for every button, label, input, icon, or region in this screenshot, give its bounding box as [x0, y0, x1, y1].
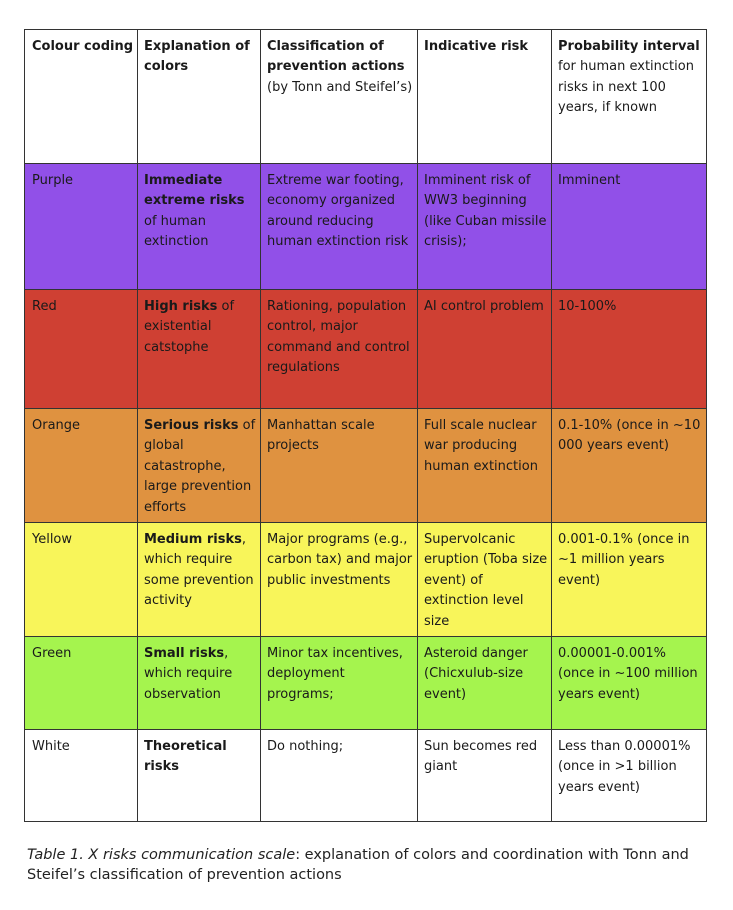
- caption-title: Table 1. X risks communication scale: [27, 847, 296, 863]
- header-note: (by Tonn and Steifel’s): [267, 79, 413, 95]
- risk-description: of human extinction: [144, 213, 209, 250]
- colour-cell: Orange: [25, 409, 138, 523]
- table-row-green: [25, 637, 707, 730]
- classification-cell: Extreme war footing, economy organized around reducing human extinction risk: [261, 164, 418, 290]
- header-note: for human extinction risks in next 100 years, if known: [558, 59, 694, 116]
- explanation-cell: [138, 290, 261, 409]
- classification-cell: Minor tax incentives, deployment programs;: [261, 637, 418, 730]
- header-explanation: [138, 30, 261, 164]
- probability-cell: 0.1-10% (once in ~10 000 years event): [552, 409, 707, 523]
- classification-cell: Rationing, population control, major command and control regulations: [261, 290, 418, 409]
- table-row-orange: [25, 409, 707, 523]
- table-row-purple: [25, 164, 707, 290]
- table-caption: [27, 845, 717, 885]
- indicative-risk-cell: Sun becomes red giant: [418, 730, 552, 822]
- header-colour-coding: [25, 30, 138, 164]
- risk-description: of global catastrophe, large prevention efforts: [144, 418, 256, 515]
- explanation-cell: [138, 164, 261, 290]
- explanation-cell: [138, 409, 261, 523]
- risk-level: Serious risks: [144, 418, 239, 433]
- caption-text: : explanation of colors and coordination with Tonn and Steifel’s classification of prevention actions: [27, 847, 689, 883]
- header-classification: [261, 30, 418, 164]
- risk-level: Small risks: [144, 646, 225, 661]
- colour-cell: Green: [25, 637, 138, 730]
- colour-cell: White: [25, 730, 138, 822]
- risk-level: Medium risks: [144, 532, 242, 547]
- x-risk-table: [24, 29, 707, 822]
- colour-cell: Red: [25, 290, 138, 409]
- risk-description: , which require observation: [144, 646, 233, 702]
- probability-cell: Less than 0.00001% (once in >1 billion years event): [552, 730, 707, 822]
- explanation-cell: [138, 730, 261, 822]
- probability-cell: 0.00001-0.001% (once in ~100 million years event): [552, 637, 707, 730]
- header-indicative-risk: [418, 30, 552, 164]
- table-header-row: [25, 30, 707, 164]
- risk-level: High risks: [144, 299, 218, 314]
- probability-cell: 10-100%: [552, 290, 707, 409]
- indicative-risk-cell: Asteroid danger (Chicxulub-size event): [418, 637, 552, 730]
- classification-cell: Manhattan scale projects: [261, 409, 418, 523]
- header-label: Classification of prevention actions: [267, 39, 405, 75]
- risk-description: , which require some prevention activity: [144, 532, 254, 609]
- explanation-cell: [138, 523, 261, 637]
- indicative-risk-cell: AI control problem: [418, 290, 552, 409]
- explanation-cell: [138, 637, 261, 730]
- risk-level: Theoretical risks: [144, 739, 227, 775]
- header-probability: [552, 30, 707, 164]
- header-label: Indicative risk: [424, 39, 529, 54]
- colour-cell: Yellow: [25, 523, 138, 637]
- indicative-risk-cell: Imminent risk of WW3 beginning (like Cuban missile crisis);: [418, 164, 552, 290]
- classification-cell: Do nothing;: [261, 730, 418, 822]
- header-label: Colour coding: [32, 39, 134, 54]
- header-label: Probability interval: [558, 39, 700, 54]
- probability-cell: Imminent: [552, 164, 707, 290]
- probability-cell: 0.001-0.1% (once in ~1 million years event): [552, 523, 707, 637]
- table-row-yellow: [25, 523, 707, 637]
- indicative-risk-cell: Full scale nuclear war producing human extinction: [418, 409, 552, 523]
- classification-cell: Major programs (e.g., carbon tax) and major public investments: [261, 523, 418, 637]
- risk-description: of existential catstophe: [144, 299, 235, 355]
- indicative-risk-cell: Supervolcanic eruption (Toba size event) of extinction level size: [418, 523, 552, 637]
- header-label: Explanation of colors: [144, 39, 250, 75]
- risk-level: Immediate extreme risks: [144, 173, 245, 209]
- table-row-white: [25, 730, 707, 822]
- colour-cell: Purple: [25, 164, 138, 290]
- table-row-red: [25, 290, 707, 409]
